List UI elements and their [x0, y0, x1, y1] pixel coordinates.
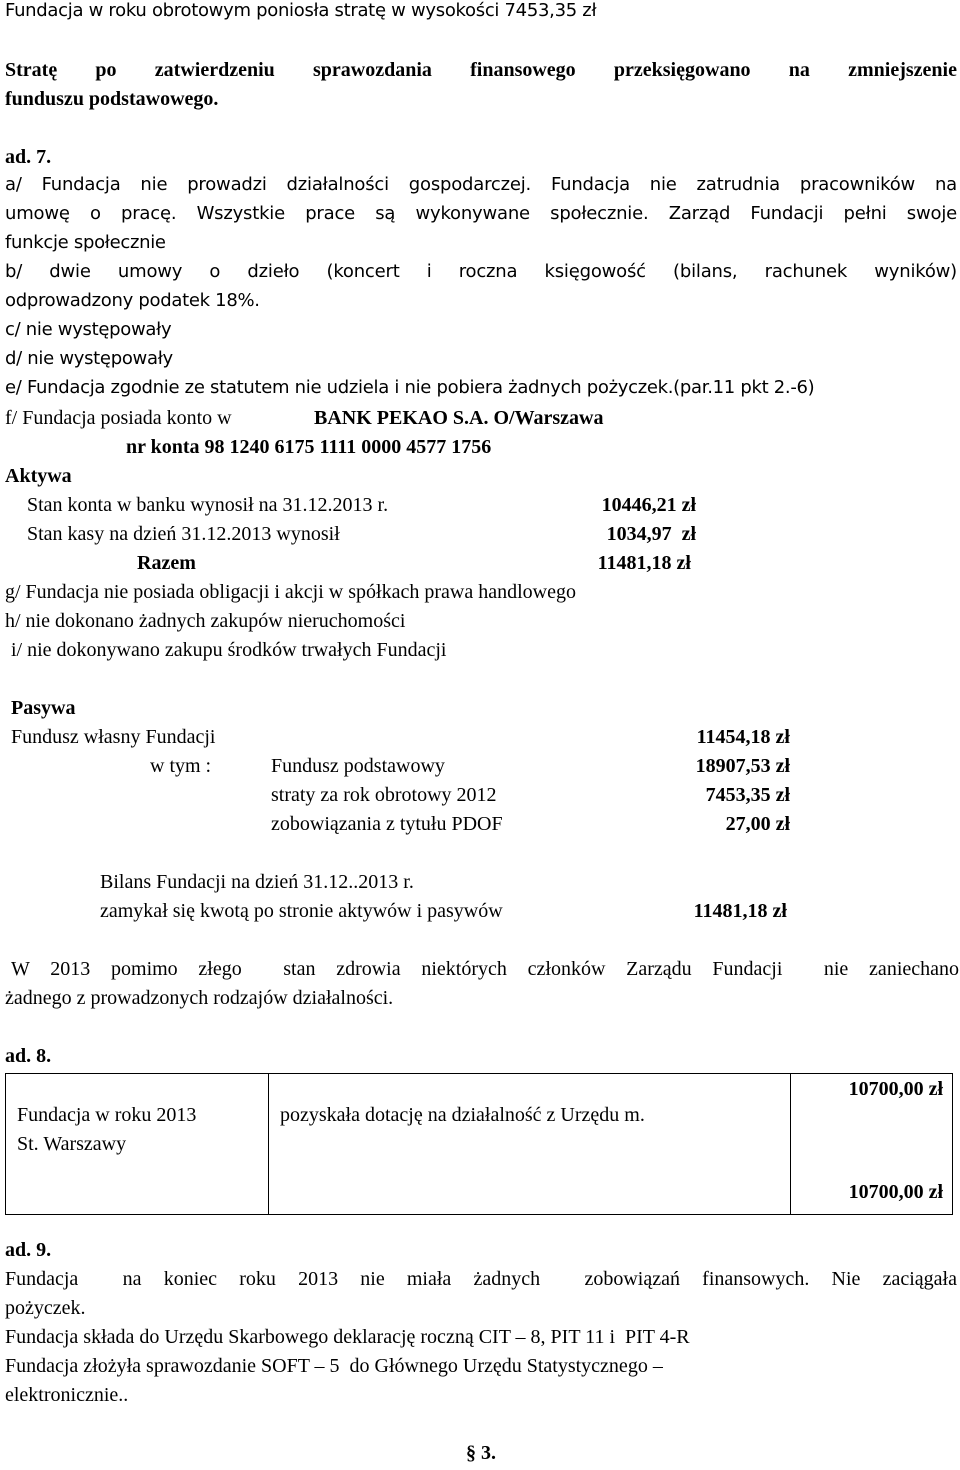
ad7-b-line1: b/ dwie umowy o dzieło (koncert i roczna księgowość (bilans, rachunek wyników) — [5, 261, 957, 282]
ad9-line5: elektronicznie.. — [5, 1384, 129, 1406]
loss-2012-label: straty za rok obrotowy 2012 — [271, 784, 497, 806]
balance-closing-line: zamykał się kwotą po stronie aktywów i pasywów — [100, 900, 503, 922]
bank-balance-label: Stan konta w banku wynosił na 31.12.2013 r. — [27, 494, 389, 516]
account-number: nr konta 98 1240 6175 1111 0000 4577 1756 — [126, 436, 492, 458]
pasywa-heading: Pasywa — [11, 697, 76, 719]
pdof-label: zobowiązania z tytułu PDOF — [271, 813, 503, 835]
activities-2013-line1: W 2013 pomimo złego stan zdrowia niektórych członków Zarządu Fundacji nie zaniechano — [11, 958, 959, 980]
ad9-line4: Fundacja złożyła sprawozdanie SOFT – 5 do Głównego Urzędu Statystycznego – — [5, 1355, 663, 1377]
ad7-d: d/ nie występowały — [5, 348, 173, 369]
grant-amount-top: 10700,00 zł — [848, 1078, 943, 1100]
ad7-g: g/ Fundacja nie posiada obligacji i akcji w spółkach prawa handlowego — [5, 581, 576, 603]
grant-cell-middle — [269, 1074, 791, 1215]
activities-2013-line2: żadnego z prowadzonych rodzajów działalności. — [5, 987, 394, 1009]
grant-cell-left-line2: St. Warszawy — [17, 1133, 127, 1155]
grant-table — [5, 1073, 953, 1215]
w-tym-label: w tym : — [150, 755, 212, 777]
loss-sentence: Fundacja w roku obrotowym poniosła stratę w wysokości 7453,35 zł — [5, 0, 597, 21]
ad7-a-line3: funkcje społecznie — [5, 232, 166, 253]
ad7-e: e/ Fundacja zgodnie ze statutem nie udziela i nie pobiera żadnych pożyczek.(par.11 pkt 2.-6) — [5, 377, 815, 398]
ad7-a-line2: umowę o pracę. Wszystkie prace są wykonywane społecznie. Zarząd Fundacji pełni swoje — [5, 203, 957, 224]
grant-cell-left — [6, 1074, 269, 1215]
aktywa-heading: Aktywa — [5, 465, 72, 487]
ad9-line3: Fundacja składa do Urzędu Skarbowego deklarację roczną CIT – 8, PIT 11 i PIT 4-R — [5, 1326, 690, 1348]
ad7-b-line2: odprowadzony podatek 18%. — [5, 290, 260, 311]
section-heading-ad7: ad. 7. — [5, 146, 52, 168]
grant-cell-middle-text: pozyskała dotację na działalność z Urzędu m. — [280, 1104, 645, 1126]
cash-balance-label: Stan kasy na dzień 31.12.2013 wynosił — [27, 523, 340, 545]
ad7-a-line1: a/ Fundacja nie prowadzi działalności gospodarczej. Fundacja nie zatrudnia pracowników na — [5, 174, 957, 195]
ad9-line2: pożyczek. — [5, 1297, 86, 1319]
section-heading-ad8: ad. 8. — [5, 1045, 52, 1067]
bank-name: BANK PEKAO S.A. O/Warszawa — [314, 407, 604, 429]
own-fund-value: 11454,18 zł — [696, 726, 790, 748]
ad9-line1: Fundacja na koniec roku 2013 nie miała żadnych zobowiązań finansowych. Nie zaciągała — [5, 1268, 957, 1290]
grant-cell-left-line1: Fundacja w roku 2013 — [17, 1104, 197, 1126]
ad7-h: h/ nie dokonano żadnych zakupów nieruchomości — [5, 610, 406, 632]
ad7-f-text: f/ Fundacja posiada konto w — [5, 407, 232, 429]
pdof-value: 27,00 zł — [725, 813, 790, 835]
loss-2012-value: 7453,35 zł — [705, 784, 790, 806]
section-heading-ad9: ad. 9. — [5, 1239, 52, 1261]
cash-balance-value: 1034,97 zł — [606, 523, 696, 545]
basic-fund-label: Fundusz podstawowy — [271, 755, 445, 777]
grant-amount-bottom: 10700,00 zł — [848, 1181, 943, 1203]
aktywa-total-value: 11481,18 zł — [597, 552, 691, 574]
loss-transfer-line-cont: funduszu podstawowego. — [5, 88, 219, 110]
loss-transfer-line: Stratę po zatwierdzeniu sprawozdania finansowego przeksięgowano na zmniejszenie — [5, 59, 957, 81]
grant-cell-amount — [791, 1074, 953, 1215]
bank-balance-value: 10446,21 zł — [601, 494, 696, 516]
balance-date-line: Bilans Fundacji na dzień 31.12..2013 r. — [100, 871, 414, 893]
ad7-c: c/ nie występowały — [5, 319, 172, 340]
aktywa-total-label: Razem — [137, 552, 196, 574]
ad7-i: i/ nie dokonywano zakupu środków trwałych Fundacji — [11, 639, 447, 661]
own-fund-label: Fundusz własny Fundacji — [11, 726, 216, 748]
page-number: § 3. — [466, 1442, 496, 1464]
basic-fund-value: 18907,53 zł — [695, 755, 790, 777]
balance-closing-value: 11481,18 zł — [693, 900, 787, 922]
